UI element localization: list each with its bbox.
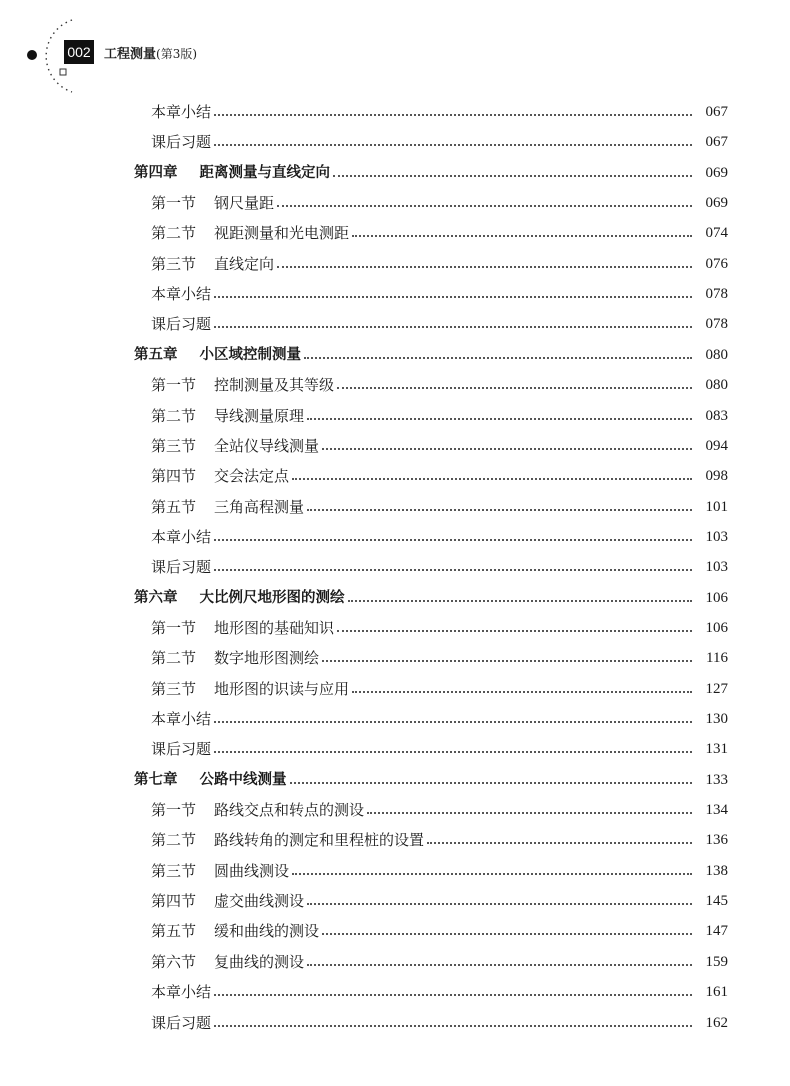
toc-entry-title: 控制测量及其等级 <box>214 376 335 395</box>
toc-entry-title: 课后习题 <box>151 133 212 152</box>
dot-leader <box>214 751 692 753</box>
toc-page-number: 069 <box>705 195 728 212</box>
dot-leader <box>214 569 692 571</box>
toc-entry-title: 地形图的识读与应用 <box>214 679 350 698</box>
toc-summary-entry[interactable] <box>151 309 728 339</box>
toc-entry-title: 视距测量和光电测距 <box>214 224 350 243</box>
dot-leader <box>307 509 692 511</box>
dot-leader <box>322 933 692 935</box>
toc-entry-title: 课后习题 <box>151 315 212 334</box>
dot-leader <box>292 478 692 480</box>
toc-section-entry[interactable] <box>151 401 728 431</box>
toc-page-number: 080 <box>705 346 728 363</box>
toc-entry-title: 钢尺量距 <box>214 194 275 213</box>
dot-leader <box>277 205 692 207</box>
dot-leader <box>214 539 692 541</box>
toc-page-number: 106 <box>705 619 728 636</box>
toc-entry-number: 第四节 <box>151 892 197 911</box>
toc-entry-number: 第五章 <box>134 346 178 363</box>
toc-entry-number: 第七章 <box>134 771 178 788</box>
toc-entry-title: 复曲线的测设 <box>214 952 305 971</box>
toc-entry-title: 路线交点和转点的测设 <box>214 801 365 820</box>
toc-summary-entry[interactable] <box>151 97 728 127</box>
toc-summary-entry[interactable] <box>151 977 728 1007</box>
toc-section-entry[interactable] <box>151 674 728 704</box>
toc-entry-number: 第六节 <box>151 952 197 971</box>
dot-leader <box>307 964 692 966</box>
toc-section-entry[interactable] <box>151 613 728 643</box>
toc-page-number: 134 <box>705 802 728 819</box>
toc-page-number: 101 <box>705 498 728 515</box>
toc-page-number: 145 <box>705 893 728 910</box>
toc-section-entry[interactable] <box>151 886 728 916</box>
toc-page-number: 083 <box>705 407 728 424</box>
toc-section-entry[interactable] <box>151 431 728 461</box>
toc-section-entry[interactable] <box>151 492 728 522</box>
toc-section-entry[interactable] <box>151 825 728 855</box>
toc-entry-number: 第四节 <box>151 467 197 486</box>
toc-entry-title: 虚交曲线测设 <box>214 892 305 911</box>
toc-page-number: 147 <box>705 923 728 940</box>
dot-leader <box>337 387 692 389</box>
toc-entry-number: 第五节 <box>151 922 197 941</box>
dot-leader <box>427 842 692 844</box>
toc-summary-entry[interactable] <box>151 127 728 157</box>
toc-entry-number: 第一节 <box>151 618 197 637</box>
dot-leader <box>277 266 692 268</box>
small-square-icon <box>60 69 66 75</box>
dot-leader <box>337 630 692 632</box>
page-header <box>0 0 790 100</box>
toc-summary-entry[interactable] <box>151 552 728 582</box>
toc-entry-number: 第二节 <box>151 224 197 243</box>
dot-leader <box>322 660 692 662</box>
dot-leader <box>214 1025 692 1027</box>
toc-entry-title: 圆曲线测设 <box>214 861 290 880</box>
toc-entry-title: 课后习题 <box>151 740 212 759</box>
toc-chapter-entry[interactable] <box>134 765 728 795</box>
toc-entry-title: 直线定向 <box>214 254 275 273</box>
toc-page-number: 067 <box>705 134 728 151</box>
toc-entry-title: 本章小结 <box>151 710 212 728</box>
dot-leader <box>307 418 692 420</box>
toc-entry-title: 导线测量原理 <box>214 406 305 425</box>
toc-entry-title: 全站仪导线测量 <box>214 436 320 455</box>
toc-summary-entry[interactable] <box>151 704 728 734</box>
toc-page-number: 106 <box>705 589 728 606</box>
toc-section-entry[interactable] <box>151 370 728 400</box>
toc-chapter-entry[interactable] <box>134 340 728 370</box>
dot-leader <box>322 448 692 450</box>
dot-leader <box>214 296 692 298</box>
toc-summary-entry[interactable] <box>151 522 728 552</box>
toc-page-number: 080 <box>705 377 728 394</box>
toc-page-number: 162 <box>705 1014 728 1031</box>
toc-entry-title: 大比例尺地形图的测绘 <box>199 589 345 606</box>
running-title <box>104 43 197 62</box>
toc-chapter-entry[interactable] <box>134 158 728 188</box>
toc-page-number: 127 <box>705 680 728 697</box>
toc-entry-title: 课后习题 <box>151 558 212 577</box>
toc-summary-entry[interactable] <box>151 279 728 309</box>
toc-page-number: 078 <box>705 286 728 303</box>
toc-entry-title: 交会法定点 <box>214 467 290 486</box>
dot-leader <box>333 175 692 177</box>
toc-entry-title: 三角高程测量 <box>214 497 305 516</box>
toc-entry-title: 本章小结 <box>151 285 212 304</box>
toc-entry-number: 第六章 <box>134 589 178 606</box>
dot-leader <box>214 144 692 146</box>
toc-page-number: 130 <box>705 711 728 727</box>
toc-entry-title: 路线转角的测定和里程桩的设置 <box>214 831 425 850</box>
toc-page-number: 161 <box>705 984 728 1001</box>
dot-leader <box>214 994 692 996</box>
toc-page-number: 136 <box>705 832 728 849</box>
toc-entry-title: 地形图的基础知识 <box>214 618 335 637</box>
toc-section-entry[interactable] <box>151 643 728 673</box>
toc-page-number: 159 <box>705 953 728 970</box>
book-edition: (第3版) <box>156 47 198 61</box>
toc-section-entry[interactable] <box>151 916 728 946</box>
toc-entry-number: 第一节 <box>151 376 197 395</box>
toc-entry-title: 本章小结 <box>151 983 212 1002</box>
toc-section-entry[interactable] <box>151 947 728 977</box>
toc-entry-number: 第三节 <box>151 254 197 273</box>
toc-section-entry[interactable] <box>151 795 728 825</box>
toc-entry-number: 第一节 <box>151 801 197 820</box>
dot-leader <box>304 357 692 359</box>
toc-summary-entry[interactable] <box>151 1008 728 1038</box>
dot-leader <box>214 326 692 328</box>
bullet-dot-icon <box>27 50 37 60</box>
toc-entry-title: 课后习题 <box>151 1013 212 1032</box>
toc-section-entry[interactable] <box>151 461 728 491</box>
dot-leader <box>214 721 692 723</box>
page-number: 002 <box>64 40 94 64</box>
toc-entry-number: 第三节 <box>151 679 197 698</box>
dot-leader <box>352 691 692 693</box>
toc-section-entry[interactable] <box>151 218 728 248</box>
toc-entry-title: 缓和曲线的测设 <box>214 922 320 941</box>
toc-entry-title: 数字地形图测绘 <box>214 649 320 668</box>
toc-entry-title: 本章小结 <box>151 103 212 121</box>
toc-page-number: 074 <box>705 225 728 242</box>
toc-entry-number: 第五节 <box>151 497 197 516</box>
toc-page-number: 103 <box>705 528 728 545</box>
toc-page-number: 067 <box>705 104 728 120</box>
toc-page-number: 116 <box>706 650 728 667</box>
toc-entry-number: 第二节 <box>151 649 197 668</box>
toc-page-number: 131 <box>705 741 728 758</box>
dot-leader <box>348 600 693 602</box>
toc-entry-title: 距离测量与直线定向 <box>199 164 330 181</box>
toc-page-number: 076 <box>705 255 728 272</box>
toc-entry-number: 第四章 <box>134 164 178 181</box>
dot-leader <box>290 782 693 784</box>
toc-summary-entry[interactable] <box>151 734 728 764</box>
toc-entry-title: 本章小结 <box>151 527 212 546</box>
dot-leader <box>307 903 692 905</box>
toc-entry-title: 公路中线测量 <box>199 771 287 788</box>
toc-entry-number: 第三节 <box>151 861 197 880</box>
dot-leader <box>292 873 692 875</box>
toc-chapter-entry[interactable] <box>134 583 728 613</box>
toc-section-entry[interactable] <box>151 249 728 279</box>
toc-page-number: 078 <box>705 316 728 333</box>
toc-entry-number: 第二节 <box>151 831 197 850</box>
toc-page-number: 133 <box>705 771 728 788</box>
toc-entry-number: 第二节 <box>151 406 197 425</box>
toc-entry-number: 第一节 <box>151 194 197 213</box>
dot-leader <box>214 114 692 116</box>
book-title: 工程测量 <box>104 47 157 62</box>
toc-page-number: 103 <box>705 559 728 576</box>
toc-page-number: 138 <box>705 862 728 879</box>
toc-section-entry[interactable] <box>151 188 728 218</box>
dot-leader <box>367 812 692 814</box>
dot-leader <box>352 235 692 237</box>
toc-page-number: 098 <box>705 468 728 485</box>
toc-page-number: 094 <box>705 437 728 454</box>
toc-entry-number: 第三节 <box>151 436 197 455</box>
toc-entry-title: 小区域控制测量 <box>199 346 301 363</box>
toc-page-number: 069 <box>705 164 728 181</box>
toc-section-entry[interactable] <box>151 856 728 886</box>
